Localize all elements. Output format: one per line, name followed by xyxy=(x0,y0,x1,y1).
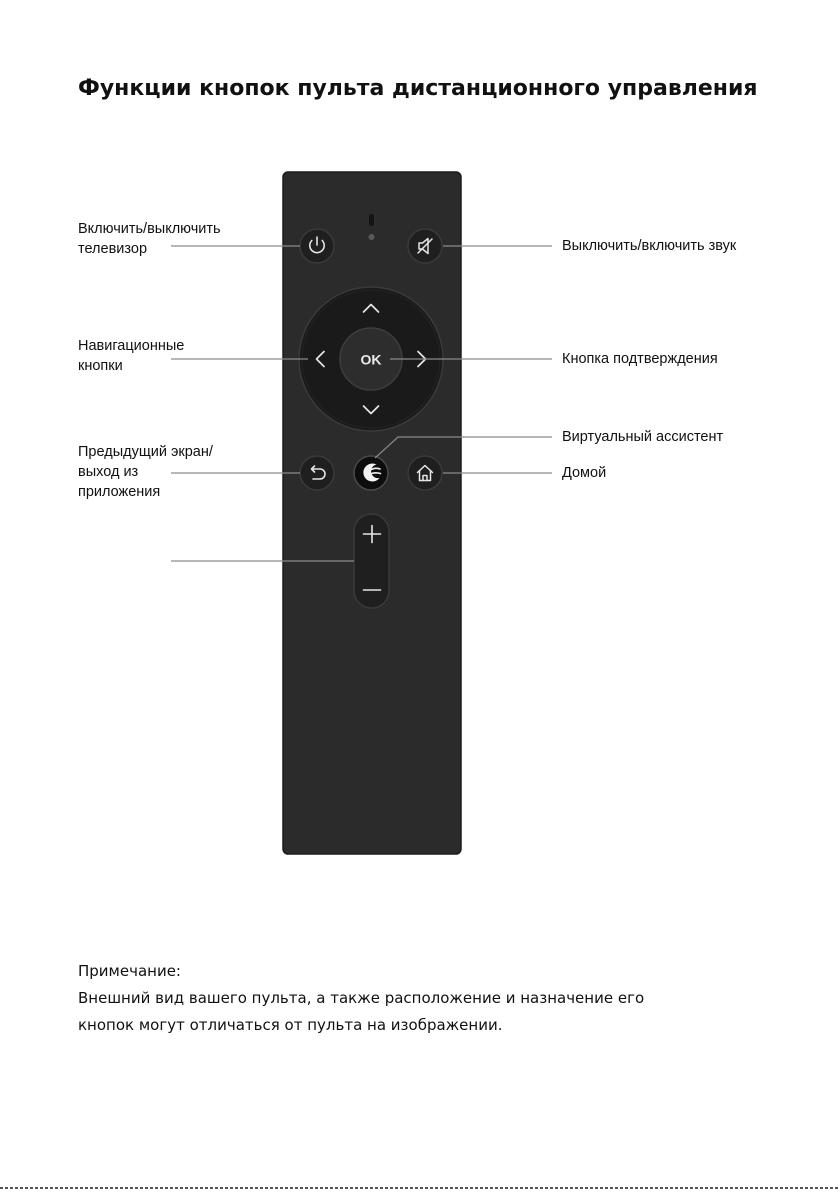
ir-window xyxy=(369,214,374,226)
callout-assistant xyxy=(562,427,723,447)
note-block xyxy=(78,958,644,1039)
callout-mute-line-1: Выключить/включить звук xyxy=(562,238,737,254)
callout-confirm xyxy=(562,349,718,369)
callout-mute xyxy=(562,236,736,256)
mute-button[interactable] xyxy=(408,229,442,263)
callout-navigation-line-2: кнопки xyxy=(78,358,123,374)
callout-back-line-1: Предыдущий экран/ xyxy=(78,444,213,460)
callout-home-line-1: Домой xyxy=(562,465,607,481)
home-button[interactable] xyxy=(408,456,442,490)
remote-body xyxy=(283,172,461,854)
callout-power-line-1: Включить/выключить xyxy=(78,221,221,237)
page-title: Функции кнопок пульта дистанционного управления xyxy=(78,76,758,101)
back-button[interactable] xyxy=(300,456,334,490)
power-button[interactable] xyxy=(300,229,334,263)
callout-power-line-2: телевизор xyxy=(78,241,148,257)
note-heading: Примечание: xyxy=(78,962,181,980)
callout-back xyxy=(78,442,213,502)
assistant-button[interactable] xyxy=(354,456,388,490)
callout-back-line-2: выход из xyxy=(78,464,139,480)
note-line-2: кнопок могут отличаться от пульта на изображении. xyxy=(78,1016,503,1034)
callout-navigation-line-1: Навигационные xyxy=(78,338,185,354)
callout-confirm-line-1: Кнопка подтверждения xyxy=(562,351,718,367)
ok-label: OK xyxy=(360,351,382,368)
page-bottom-edge xyxy=(0,1187,840,1189)
callout-back-line-3: приложения xyxy=(78,484,161,500)
callout-assistant-line-1: Виртуальный ассистент xyxy=(562,429,724,445)
note-line-1: Внешний вид вашего пульта, а также расположение и назначение его xyxy=(78,989,645,1007)
callout-home xyxy=(562,463,606,483)
callout-navigation xyxy=(78,336,184,376)
volume-rocker[interactable] xyxy=(354,514,389,608)
callout-power xyxy=(78,219,221,259)
indicator-light xyxy=(369,234,375,240)
